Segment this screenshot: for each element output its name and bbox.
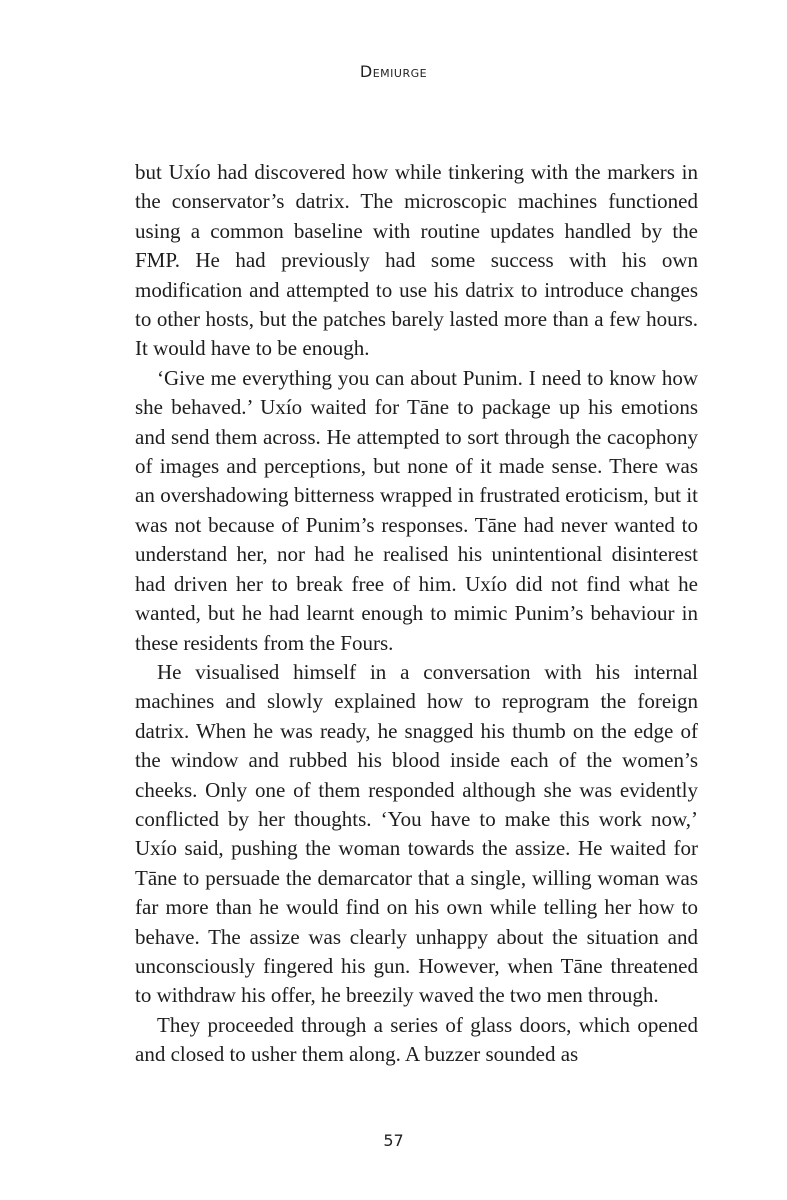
paragraph: ‘Give me everything you can about Punim. I need to know how she behaved.’ Uxío waited for Tāne to package up his emotions and send them across. He attempted to sort through the cacophony of images and perceptions, but none of it made sense. There was an overshadowing bitterness wrapped in frustrated eroticism, but it was not because of Punim’s responses. Tāne had never wanted to understand her, nor had he realised his unintentional disinterest had driven her to break free of him. Uxío did not find what he wanted, but he had learnt enough to mimic Punim’s behaviour in these residents from the Fours. <box>135 365 698 655</box>
paragraph: They proceeded through a series of glass doors, which opened and closed to usher them along. A buzzer sounded as <box>135 1012 698 1067</box>
running-head-title: Demiurge <box>359 62 428 81</box>
paragraph-continued: but Uxío had discovered how while tinkering with the markers in the conservator’s datrix. The microscopic machines functioned using a common baseline with routine updates handled by the FMP. He had previously had some success with his own modification and attempted to use his datrix to introduce changes to other hosts, but the patches barely lasted more than a few hours. It would have to be enough. <box>135 160 698 361</box>
body-text <box>135 158 698 1070</box>
paragraph: He visualised himself in a conversation with his internal machines and slowly explained how to reprogram the foreign datrix. When he was ready, he snagged his thumb on the edge of the window and rubbed his blood inside each of the women’s cheeks. Only one of them responded although she was evidently conflicted by her thoughts. ‘You have to make this work now,’ Uxío said, pushing the woman towards the assize. He waited for Tāne to persuade the demarcator that a single, willing woman was far more than he would find on his own while telling her how to behave. The assize was clearly unhappy about the situation and unconsciously fingered his gun. However, when Tāne threatened to withdraw his offer, he breezily waved the two men through. <box>135 659 698 1008</box>
page-number: 57 <box>383 1131 404 1150</box>
